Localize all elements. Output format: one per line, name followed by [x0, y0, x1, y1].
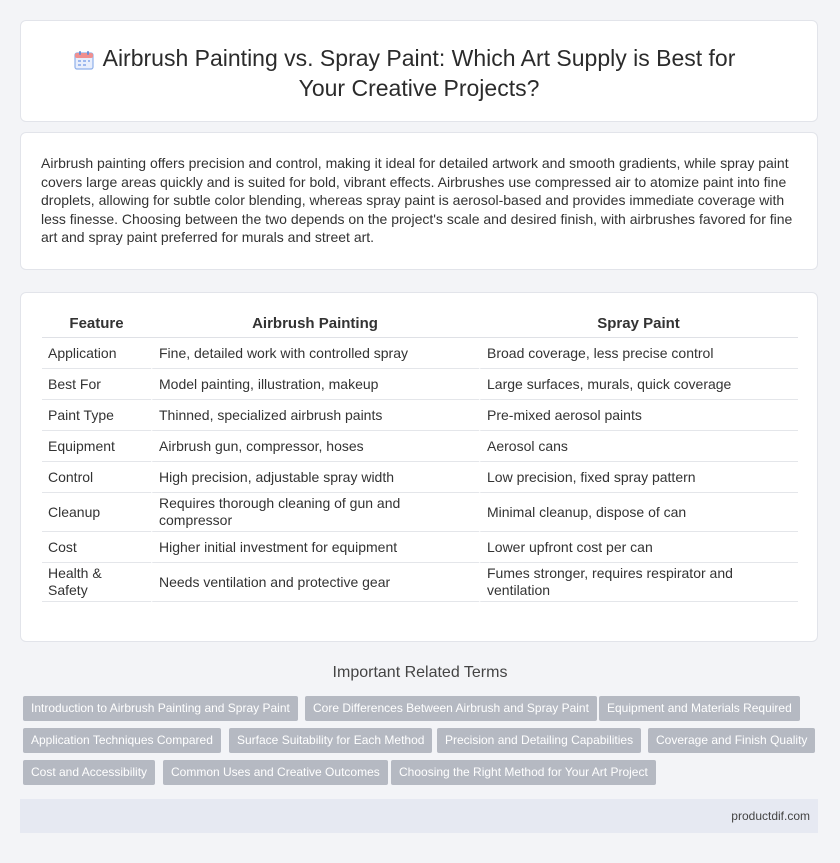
spray-cell: Aerosol cans	[479, 431, 798, 462]
table-row	[42, 532, 798, 563]
spray-cell: Broad coverage, less precise control	[479, 338, 798, 369]
comparison-card	[20, 292, 818, 642]
column-header: Spray Paint	[479, 309, 798, 338]
feature-cell: Control	[42, 462, 151, 493]
feature-cell: Health & Safety	[42, 563, 151, 602]
comparison-table	[42, 309, 798, 602]
spray-cell: Large surfaces, murals, quick coverage	[479, 369, 798, 400]
table-row	[42, 400, 798, 431]
airbrush-cell: Airbrush gun, compressor, hoses	[151, 431, 479, 462]
intro-paragraph: Airbrush painting offers precision and control, making it ideal for detailed artwork and smooth gradients, while spray paint covers large areas quickly and is suited for bold, vibrant effects. Airbrushes use compressed air to atomize paint into fine droplets, allowing for subtle color blending, whereas spray paint is aerosol-based and provides immediate coverage with less finesse. Choosing between the two depends on the project's scale and desired finish, with airbrushes favored for fine art and spray paint preferred for murals and street art.	[41, 155, 793, 246]
related-tag[interactable]: Common Uses and Creative Outcomes	[163, 760, 388, 785]
spray-cell: Low precision, fixed spray pattern	[479, 462, 798, 493]
table-row	[42, 369, 798, 400]
related-tag[interactable]: Core Differences Between Airbrush and Spray Paint	[305, 696, 597, 721]
table-row	[42, 563, 798, 602]
table-row	[42, 493, 798, 532]
feature-cell: Cost	[42, 532, 151, 563]
airbrush-cell: Fine, detailed work with controlled spray	[151, 338, 479, 369]
airbrush-cell: High precision, adjustable spray width	[151, 462, 479, 493]
related-tag[interactable]: Surface Suitability for Each Method	[229, 728, 432, 753]
airbrush-cell: Higher initial investment for equipment	[151, 532, 479, 563]
spray-cell: Lower upfront cost per can	[479, 532, 798, 563]
feature-cell: Best For	[42, 369, 151, 400]
related-tag[interactable]: Equipment and Materials Required	[599, 696, 800, 721]
table-header-row	[42, 309, 798, 338]
related-tag[interactable]: Coverage and Finish Quality	[648, 728, 815, 753]
table-row	[42, 338, 798, 369]
footer-site-link[interactable]: productdif.com	[731, 809, 810, 823]
column-header: Feature	[42, 309, 151, 338]
feature-cell: Paint Type	[42, 400, 151, 431]
airbrush-cell: Model painting, illustration, makeup	[151, 369, 479, 400]
related-tag[interactable]: Choosing the Right Method for Your Art Project	[391, 760, 656, 785]
related-tag[interactable]: Cost and Accessibility	[23, 760, 155, 785]
related-tag[interactable]: Application Techniques Compared	[23, 728, 221, 753]
feature-cell: Cleanup	[42, 493, 151, 532]
related-tag[interactable]: Precision and Detailing Capabilities	[437, 728, 641, 753]
airbrush-cell: Requires thorough cleaning of gun and compressor	[151, 493, 479, 532]
table-row	[42, 462, 798, 493]
column-header: Airbrush Painting	[151, 309, 479, 338]
title-line-1: Airbrush Painting vs. Spray Paint: Which Art Supply is Best for	[102, 45, 736, 71]
intro-card	[20, 132, 818, 270]
spray-cell: Fumes stronger, requires respirator and ventilation	[479, 563, 798, 602]
related-terms-title: Important Related Terms	[332, 664, 508, 681]
feature-cell: Equipment	[42, 431, 151, 462]
airbrush-cell: Thinned, specialized airbrush paints	[151, 400, 479, 431]
header-card	[20, 20, 818, 122]
airbrush-cell: Needs ventilation and protective gear	[151, 563, 479, 602]
related-tag[interactable]: Introduction to Airbrush Painting and Spray Paint	[23, 696, 298, 721]
table-row	[42, 431, 798, 462]
page-title	[21, 43, 817, 103]
footer	[20, 799, 818, 833]
title-line-2: Your Creative Projects?	[298, 75, 540, 101]
spray-cell: Pre-mixed aerosol paints	[479, 400, 798, 431]
spray-cell: Minimal cleanup, dispose of can	[479, 493, 798, 532]
feature-cell: Application	[42, 338, 151, 369]
